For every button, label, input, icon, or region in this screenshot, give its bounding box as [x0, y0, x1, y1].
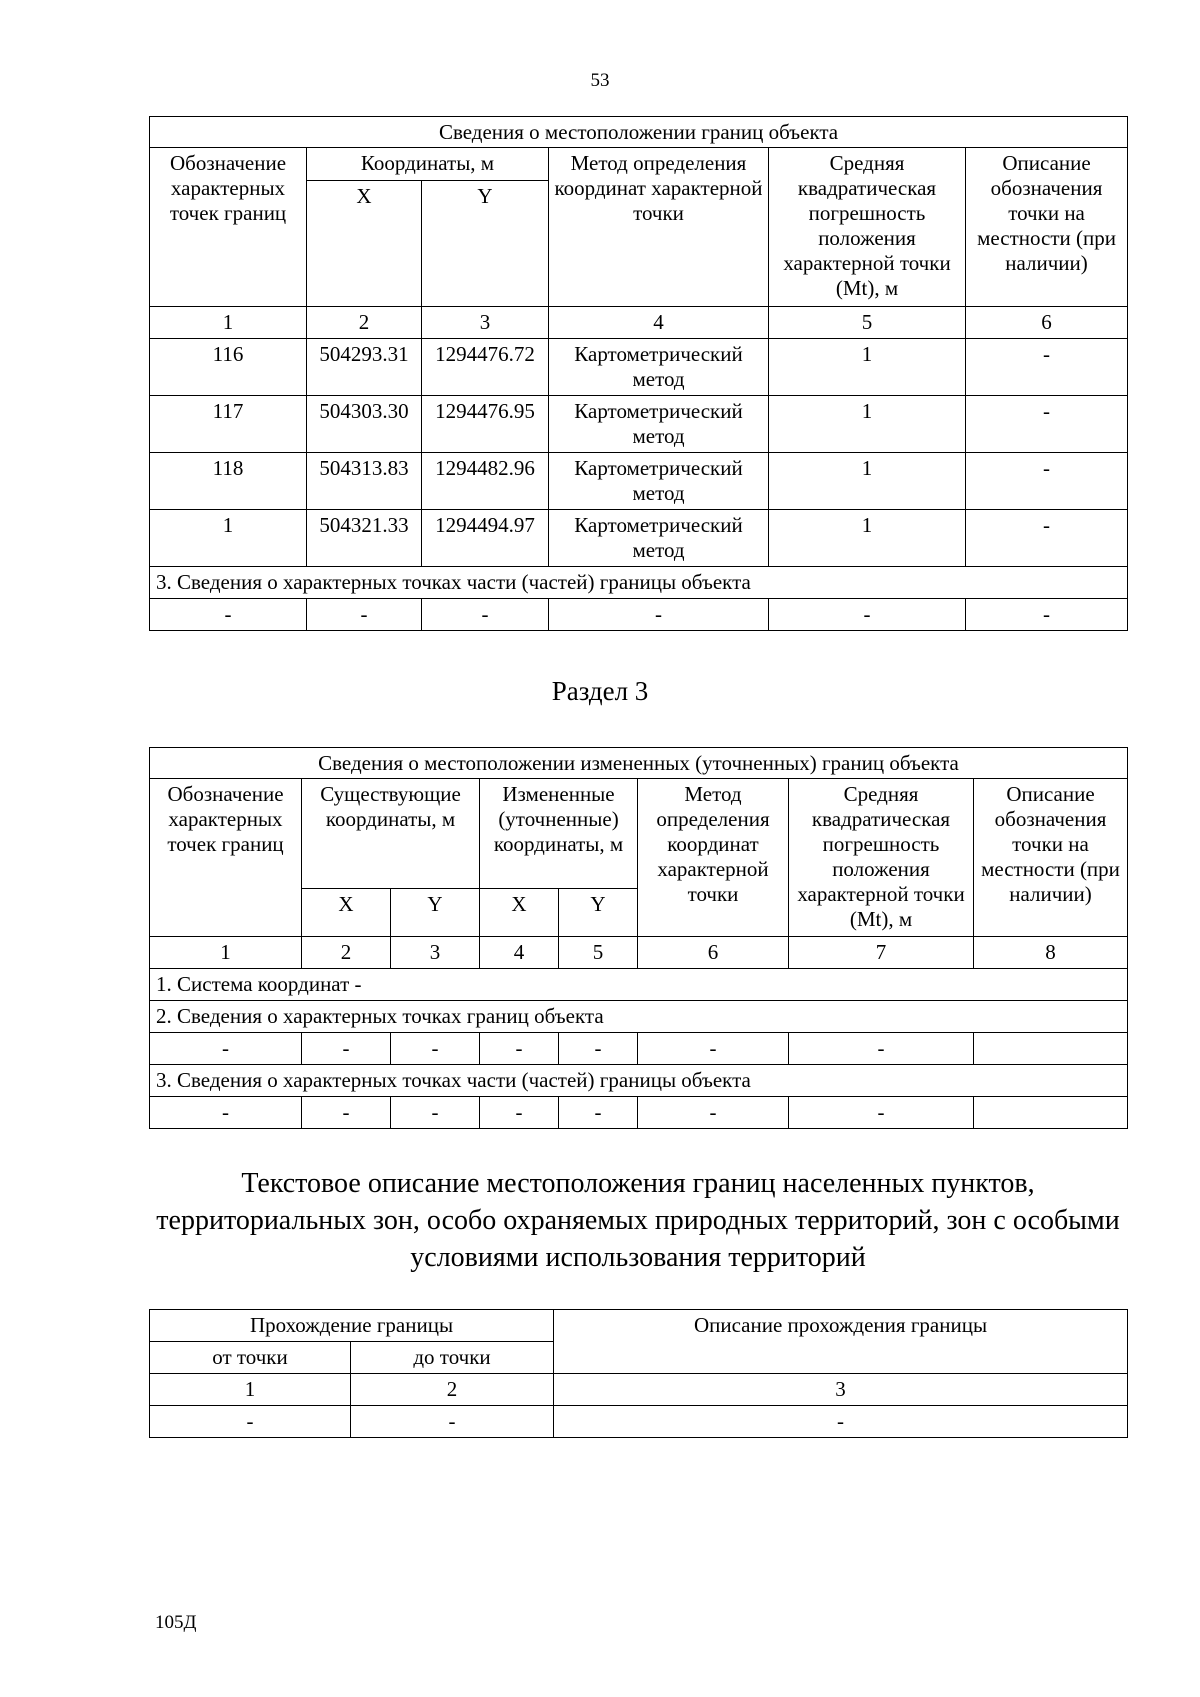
- cell-x: 504321.33: [307, 510, 422, 567]
- table-row: [150, 510, 1128, 567]
- cell-empty-value: -: [307, 599, 422, 631]
- column-numbers-row: [150, 307, 1128, 339]
- column-number: 4: [549, 307, 769, 339]
- coordinate-system-heading: 1. Система координат -: [150, 969, 1128, 1001]
- header-y: Y: [422, 181, 549, 307]
- cell-empty-value: [974, 1097, 1128, 1129]
- cell-method: Картометрический метод: [549, 453, 769, 510]
- column-number: 5: [769, 307, 966, 339]
- header-y: Y: [391, 889, 480, 937]
- cell-y: 1294476.95: [422, 396, 549, 453]
- cell-empty-value: -: [422, 599, 549, 631]
- cell-x: 504313.83: [307, 453, 422, 510]
- cell-description: -: [966, 396, 1128, 453]
- table-row: [150, 339, 1128, 396]
- cell-empty-value: -: [150, 1033, 302, 1065]
- cell-empty-value: -: [638, 1097, 789, 1129]
- header-existing-coordinates: Существующие координаты, м: [302, 779, 480, 889]
- header-method: Метод определения координат характерной точки: [638, 779, 789, 937]
- column-number: 7: [789, 937, 974, 969]
- table-row: [150, 1033, 1128, 1065]
- header-changed-coordinates: Измененные (уточненные) координаты, м: [480, 779, 638, 889]
- table-title: Сведения о местоположении измененных (уточненных) границ объекта: [150, 748, 1128, 779]
- cell-empty-value: -: [391, 1097, 480, 1129]
- cell-y: 1294476.72: [422, 339, 549, 396]
- column-number: 1: [150, 1374, 351, 1406]
- cell-x: 504293.31: [307, 339, 422, 396]
- table-row: [150, 599, 1128, 631]
- column-numbers-row: [150, 1374, 1128, 1406]
- header-x: X: [302, 889, 391, 937]
- text-description-heading: Текстовое описание местоположения границ населенных пунктов, территориальных зон, особо охраняемых природных территорий, зон с особыми условиями использования территорий: [156, 1168, 1120, 1273]
- cell-empty-value: -: [769, 599, 966, 631]
- cell-method: Картометрический метод: [549, 339, 769, 396]
- column-number: 8: [974, 937, 1128, 969]
- cell-description: -: [966, 339, 1128, 396]
- cell-empty-value: -: [480, 1097, 559, 1129]
- cell-description: -: [966, 453, 1128, 510]
- cell-method: Картометрический метод: [549, 396, 769, 453]
- column-number: 2: [302, 937, 391, 969]
- column-number: 5: [559, 937, 638, 969]
- changed-boundaries-table: [149, 747, 1128, 1129]
- table-row: [150, 396, 1128, 453]
- cell-empty-value: -: [150, 1406, 351, 1438]
- cell-empty-value: -: [302, 1033, 391, 1065]
- table-title: Сведения о местоположении границ объекта: [150, 117, 1128, 148]
- table-row: [150, 453, 1128, 510]
- cell-empty-value: -: [150, 599, 307, 631]
- header-point-designation: Обозначение характерных точек границ: [150, 779, 302, 937]
- cell-error: 1: [769, 510, 966, 567]
- cell-empty-value: [974, 1033, 1128, 1065]
- section-title: Раздел 3: [551, 676, 649, 706]
- header-boundary-passage: Прохождение границы: [150, 1310, 554, 1342]
- boundary-location-table: [149, 116, 1128, 631]
- header-y: Y: [559, 889, 638, 937]
- column-number: 3: [554, 1374, 1128, 1406]
- cell-point: 118: [150, 453, 307, 510]
- cell-empty-value: -: [391, 1033, 480, 1065]
- cell-empty-value: -: [789, 1097, 974, 1129]
- header-method: Метод определения координат характерной точки: [549, 148, 769, 307]
- cell-empty-value: -: [150, 1097, 302, 1129]
- boundary-passage-table: [149, 1309, 1128, 1438]
- cell-empty-value: -: [480, 1033, 559, 1065]
- cell-empty-value: -: [549, 599, 769, 631]
- column-number: 3: [391, 937, 480, 969]
- cell-point: 1: [150, 510, 307, 567]
- cell-empty-value: -: [559, 1033, 638, 1065]
- header-x: X: [307, 181, 422, 307]
- column-numbers-row: [150, 937, 1128, 969]
- cell-error: 1: [769, 396, 966, 453]
- table-row: [150, 1406, 1128, 1438]
- column-number: 1: [150, 307, 307, 339]
- column-number: 4: [480, 937, 559, 969]
- header-x: X: [480, 889, 559, 937]
- cell-empty-value: -: [559, 1097, 638, 1129]
- cell-empty-value: -: [966, 599, 1128, 631]
- cell-point: 116: [150, 339, 307, 396]
- header-description: Описание обозначения точки на местности (при наличии): [974, 779, 1128, 937]
- header-point-designation: Обозначение характерных точек границ: [150, 148, 307, 307]
- column-number: 6: [966, 307, 1128, 339]
- cell-method: Картометрический метод: [549, 510, 769, 567]
- header-description: Описание обозначения точки на местности (при наличии): [966, 148, 1128, 307]
- cell-empty-value: -: [302, 1097, 391, 1129]
- page-number: 53: [590, 70, 610, 91]
- cell-point: 117: [150, 396, 307, 453]
- cell-error: 1: [769, 339, 966, 396]
- column-number: 3: [422, 307, 549, 339]
- cell-empty-value: -: [554, 1406, 1128, 1438]
- cell-x: 504303.30: [307, 396, 422, 453]
- header-coordinates: Координаты, м: [307, 148, 549, 181]
- column-number: 6: [638, 937, 789, 969]
- header-to-point: до точки: [351, 1342, 554, 1374]
- header-mean-error: Средняя квадратическая погрешность положения характерной точки (Mt), м: [769, 148, 966, 307]
- cell-y: 1294482.96: [422, 453, 549, 510]
- column-number: 2: [351, 1374, 554, 1406]
- parts-section-heading: 3. Сведения о характерных точках части (частей) границы объекта: [150, 1065, 1128, 1097]
- column-number: 1: [150, 937, 302, 969]
- cell-y: 1294494.97: [422, 510, 549, 567]
- parts-section-heading: 3. Сведения о характерных точках части (частей) границы объекта: [150, 567, 1128, 599]
- cell-error: 1: [769, 453, 966, 510]
- cell-empty-value: -: [351, 1406, 554, 1438]
- footer-code: 105Д: [155, 1612, 197, 1633]
- cell-empty-value: -: [789, 1033, 974, 1065]
- header-passage-description: Описание прохождения границы: [554, 1310, 1128, 1374]
- points-section-heading: 2. Сведения о характерных точках границ объекта: [150, 1001, 1128, 1033]
- cell-description: -: [966, 510, 1128, 567]
- table-row: [150, 1097, 1128, 1129]
- column-number: 2: [307, 307, 422, 339]
- cell-empty-value: -: [638, 1033, 789, 1065]
- header-from-point: от точки: [150, 1342, 351, 1374]
- header-mean-error: Средняя квадратическая погрешность положения характерной точки (Mt), м: [789, 779, 974, 937]
